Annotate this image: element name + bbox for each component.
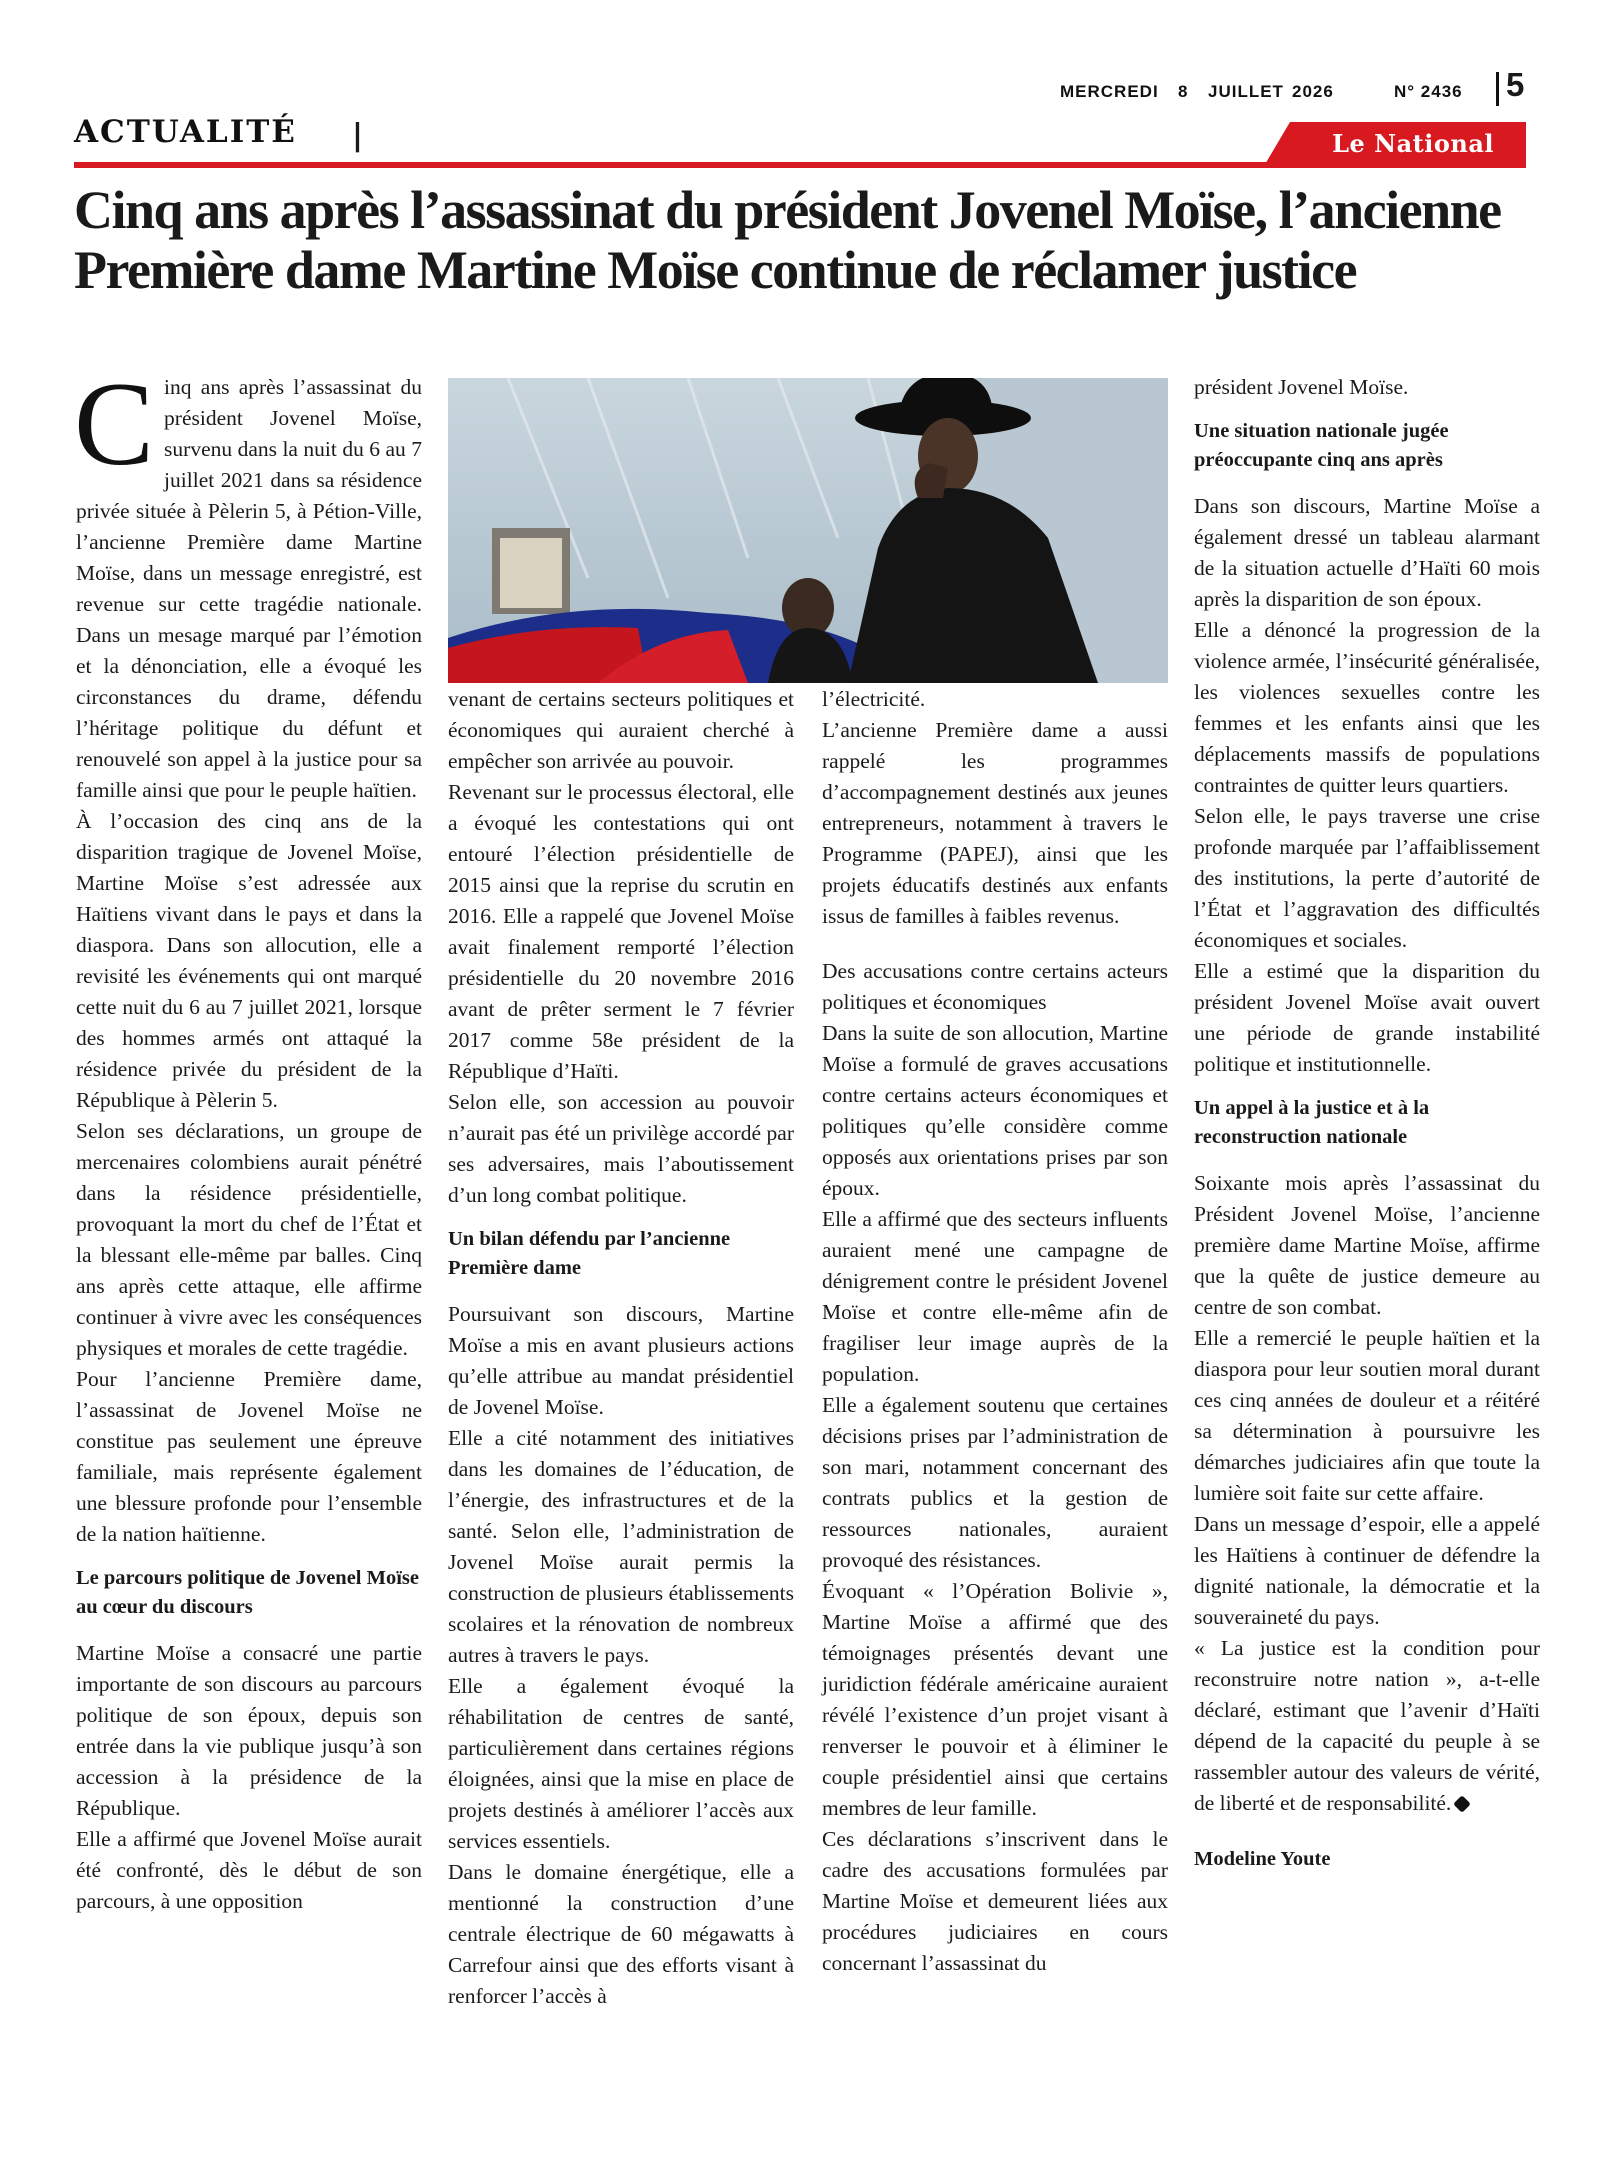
paragraph: Évoquant « l’Opération Bolivie », Martine Moïse a affirmé que des témoignages présentés devant une juridiction fédérale américaine auraient révélé l’existence d’un projet visant à renverser le pouvoir et à éliminer le couple présidentiel ainsi que certains membres de leur famille.	[822, 1579, 1168, 1820]
paragraph: l’électricité.	[822, 687, 926, 711]
paragraph: Elle a également soutenu que certaines décisions prises par l’administration de son mari, notamment concernant des contrats publics et la gestion de ressources nationales, auraient provoqué des résistances.	[822, 1393, 1168, 1572]
paragraph: venant de certains secteurs politiques et économiques qui auraient cherché à empêcher son arrivée au pouvoir.	[448, 687, 794, 773]
paragraph: Elle a également évoqué la réhabilitation de centres de santé, particulièrement dans certaines régions éloignées, ainsi que la mise en place de projets destinés à améliorer l’accès aux services essentiels.	[448, 1674, 794, 1853]
section-separator: |	[352, 118, 363, 153]
paragraph: Pour l’ancienne Première dame, l’assassinat de Jovenel Moïse ne constitue pas seulement une épreuve familiale, mais représente également une blessure profonde pour l’ensemble de la nation haïtienne.	[76, 1367, 422, 1546]
date-month: JUILLET	[1208, 82, 1284, 101]
article-column-3	[822, 684, 1168, 1979]
paragraph: inq ans après l’assassinat du président Jovenel Moïse, survenu dans la nuit du 6 au 7 juillet 2021 dans sa résidence privée située à Pèlerin 5, à Pétion-Ville, l’ancienne Première dame Martine Moïse, dans un message enregistré, est revenue sur cette tragédie nationale. Dans un mesage marqué par l’émotion et la dénonciation, elle a évoqué les circonstances du drame, défendu l’héritage politique du défunt et renouvelé son appel à la justice pour sa famille ainsi que pour le peuple haïtien.	[76, 375, 422, 802]
paragraph: Martine Moïse a consacré une partie importante de son discours au parcours politique de son époux, depuis son entrée dans la vie publique jusqu’à son accession à la présidence de la République.	[76, 1641, 422, 1820]
paragraph: Elle a remercié le peuple haïtien et la diaspora pour leur soutien moral durant ces cinq années de douleur et a réitéré sa détermination à poursuivre les démarches judiciaires afin que toute la lumière soit faite sur cette affaire.	[1194, 1326, 1540, 1505]
paragraph: « La justice est la condition pour reconstruire notre nation », a-t-elle déclaré, estimant que l’avenir d’Haïti dépend de la capacité du peuple à se rassembler autour des valeurs de vérité, de liberté et de responsabilité.	[1194, 1636, 1540, 1815]
header-red-rule	[74, 162, 1526, 168]
date-number: 8	[1178, 82, 1189, 101]
paragraph: Revenant sur le processus électoral, elle a évoqué les contestations qui ont entouré l’élection présidentielle de 2015 ainsi que la reprise du scrutin en 2016. Elle a rappelé que Jovenel Moïse avait finalement remporté l’élection présidentielle du 20 novembre 2016 avant de prêter serment le 7 février 2017 comme 58e président de la République d’Haïti.	[448, 780, 794, 1083]
article-column-1	[74, 357, 422, 1917]
subheading: Un appel à la justice et à la reconstruction nationale	[1194, 1097, 1430, 1148]
photo-illustration	[448, 378, 1168, 683]
paragraph: À l’occasion des cinq ans de la disparition tragique de Jovenel Moïse, Martine Moïse s’est adressée aux Haïtiens vivant dans le pays et dans la diaspora. Dans son allocution, elle a revisité les événements qui ont marqué cette nuit du 6 au 7 juillet 2021, lorsque des hommes armés ont attaqué la résidence privée du président de la République à Pèlerin 5.	[76, 809, 422, 1112]
page-number-divider	[1496, 72, 1499, 106]
page-header	[74, 66, 1526, 158]
paragraph: Dans le domaine énergétique, elle a mentionné la construction d’une centrale électrique de 60 mégawatts à Carrefour ainsi que des efforts visant à renforcer l’accès à	[448, 1860, 794, 2008]
paragraph: Elle a affirmé que des secteurs influents auraient mené une campagne de dénigrement contre le président Jovenel Moïse et contre elle-même afin de fragiliser leur image auprès de la population.	[822, 1207, 1168, 1386]
article-headline: Cinq ans après l’assassinat du président Jovenel Moïse, l’ancienne Première dame Martine Moïse continue de réclamer justice	[74, 180, 1501, 300]
subheading: Le parcours politique de Jovenel Moïse au cœur du discours	[76, 1567, 419, 1618]
subheading: Une situation nationale jugée préoccupante cinq ans après	[1194, 420, 1449, 471]
subheading: Un bilan défendu par l’ancienne Première dame	[448, 1228, 731, 1279]
paragraph-gap	[822, 932, 1168, 956]
paragraph: Elle a affirmé que Jovenel Moïse aurait été confronté, dès le début de son parcours, à une opposition	[76, 1827, 422, 1913]
issue-number: N° 2436	[1394, 82, 1463, 101]
paragraph: Dans un message d’espoir, elle a appelé les Haïtiens à continuer de défendre la dignité nationale, la démocratie et la souveraineté du pays.	[1194, 1512, 1540, 1629]
paragraph: Elle a estimé que la disparition du président Jovenel Moïse avait ouvert une période de grande instabilité politique et institutionnelle.	[1194, 959, 1540, 1076]
paragraph: président Jovenel Moïse.	[1194, 375, 1409, 399]
paragraph: Soixante mois après l’assassinat du Président Jovenel Moïse, l’ancienne première dame Martine Moïse, affirme que la quête de justice demeure au centre de son combat.	[1194, 1171, 1540, 1319]
paragraph: Selon elle, son accession au pouvoir n’aurait pas été un privilège accordé par ses adversaires, mais l’aboutissement d’un long combat politique.	[448, 1090, 794, 1207]
paragraph: Ces déclarations s’inscrivent dans le cadre des accusations formulées par Martine Moïse et demeurent liées aux procédures judiciaires en cours concernant l’assassinat du	[822, 1827, 1168, 1975]
paragraph: Dans la suite de son allocution, Martine Moïse a formulé de graves accusations contre certains acteurs économiques et politiques qu’elle considère comme opposés aux orientations prises par son époux.	[822, 1021, 1168, 1200]
paragraph: Elle a dénoncé la progression de la violence armée, l’insécurité généralisée, les violences sexuelles contre les femmes et les enfants ainsi que les déplacements massifs de populations contraintes de quitter leurs quartiers.	[1194, 618, 1540, 797]
brand-ribbon-tail	[1264, 122, 1290, 166]
section-label: ACTUALITÉ	[74, 114, 297, 150]
paragraph: Dans son discours, Martine Moïse a également dressé un tableau alarmant de la situation actuelle d’Haïti 60 mois après la disparition de son époux.	[1194, 494, 1540, 611]
paragraph: Des accusations contre certains acteurs politiques et économiques	[822, 959, 1168, 1014]
page-number: 5	[1506, 66, 1525, 103]
paragraph: Elle a cité notamment des initiatives dans les domaines de l’éducation, de l’énergie, des infrastructures et de la santé. Selon elle, l’administration de Jovenel Moïse aurait permis la construction de plusieurs établissements scolaires et la rénovation de nombreux autres à travers le pays.	[448, 1426, 794, 1667]
article-column-4	[1194, 372, 1540, 1890]
paragraph: Poursuivant son discours, Martine Moïse a mis en avant plusieurs actions qu’elle attribue au mandat présidentiel de Jovenel Moïse.	[448, 1302, 794, 1419]
paragraph: L’ancienne Première dame a aussi rappelé les programmes d’accompagnement destinés aux jeunes entrepreneurs, notamment à travers le Programme (PAPEJ), ainsi que les projets éducatifs destinés aux enfants issus de familles à faibles revenus.	[822, 718, 1168, 928]
paragraph: Selon elle, le pays traverse une crise profonde marquée par l’affaiblissement des institutions, la perte d’autorité de l’État et l’aggravation des difficultés économiques et sociales.	[1194, 804, 1540, 952]
date-year: 2026	[1292, 82, 1334, 101]
paragraph: Selon ses déclarations, un groupe de mercenaires colombiens aurait pénétré dans la résidence présidentielle, provoquant la mort du chef de l’État et la blessant elle-même par balles. Cinq ans après cette attaque, elle affirme continuer à vivre avec les conséquences physiques et morales de cette tragédie.	[76, 1119, 422, 1360]
drop-cap: C	[74, 357, 155, 490]
article-column-2	[448, 684, 794, 2012]
article-photo	[448, 378, 1168, 683]
end-of-article-icon	[1453, 1795, 1471, 1813]
newspaper-brand: Le National	[1290, 122, 1526, 166]
author-byline: Modeline Youte	[1194, 1848, 1331, 1870]
date-day: MERCREDI	[1060, 82, 1159, 101]
